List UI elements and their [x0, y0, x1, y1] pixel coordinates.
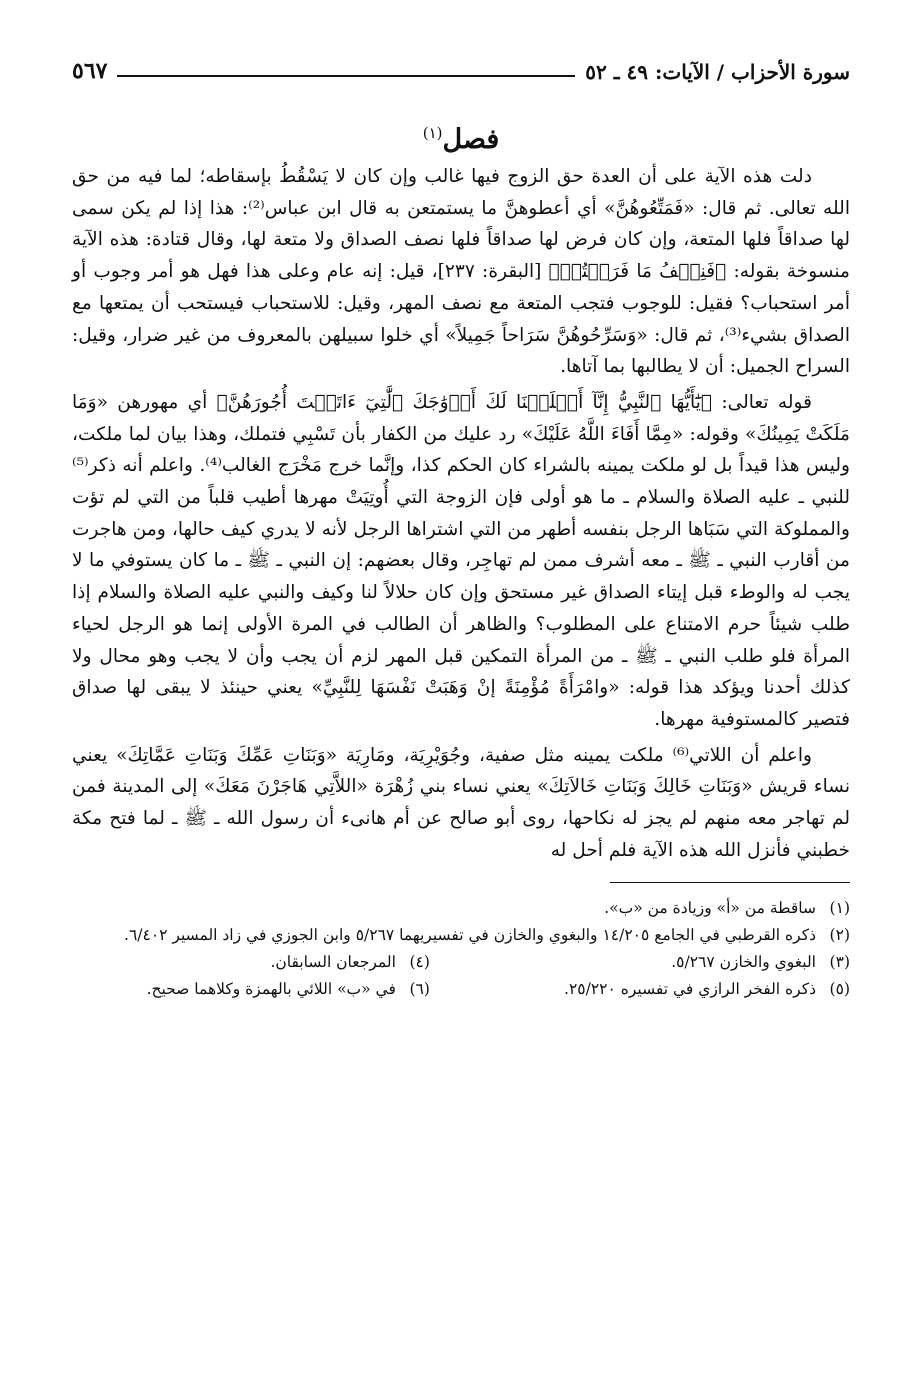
footnote-row	[72, 949, 850, 976]
footnote-number: (٤)	[409, 953, 430, 972]
footnote-number: (٥)	[829, 980, 850, 999]
footnote-5	[430, 976, 850, 1003]
section-title-text: فصل	[442, 124, 500, 155]
page-header	[72, 40, 850, 84]
footnote-number: (١)	[829, 899, 850, 918]
footnote-number: (٦)	[409, 980, 430, 999]
footnote-text: المرجعان السابقان.	[270, 953, 396, 972]
paragraph-3: واعلم أن اللاتي⁽⁶⁾ ملكت يمينه مثل صفية، وجُوَيْرِيَة، ومَارِيَة «وَبَنَاتِ عَمِّكَ وَبَنَاتِ عَمَّاتِكَ» يعني نساء قريش «وَبَنَاتِ خَالِكَ وَبَنَاتِ خَالاَتِكَ» يعني نساء بني زُهْرَة «اللاَّتِي هَاجَرْنَ مَعَكَ» إلى المدينة فمن لم تهاجر معه منهم لم يجز له نكاحها، روى أبو صالح عن أم هانىء أن رسول الله ـ ﷺ ـ لما فتح مكة خطبني فأنزل الله هذه الآية فلم أحل له	[72, 744, 850, 861]
section-title	[72, 124, 850, 155]
footnotes	[72, 895, 850, 1003]
footnote-row	[72, 976, 850, 1003]
paragraph-1: دلت هذه الآية على أن العدة حق الزوج فيها غالب وإن كان لا يَسْقُطُ بإسقاطه؛ لما فيه من حق الله تعالى. ثم قال: «فَمَتِّعُوهُنَّ» أي أعطوهنَّ ما يستمتعن به قال ابن عباس⁽²⁾: هذا إذا لم يكن سمى لها صداقاً فلها المتعة، وإن كان فرض لها صداقاً فلها نصف الصداق ولا متعة لها، وقال قتادة: هذه الآية منسوخة بقوله: ﴿فَنِصۡفُ مَا فَرَضۡتُمۡ﴾ [البقرة: ٢٣٧]، قيل: إنه عام وعلى هذا فهل هو أمر وجوب أو أمر استحباب؟ فقيل: للوجوب فتجب المتعة مع نصف المهر، وقيل: للاستحباب فيستحب أن يمتعها مع الصداق بشيء⁽³⁾، ثم قال: «وَسَرِّحُوهُنَّ سَرَاحاً جَمِيلاً» أي خلوا سبيلهن بالمعروف من غير ضرار، وقيل: السراح الجميل: أن لا يطالبها بما آتاها.	[72, 166, 850, 378]
footnote-text: البغوي والخازن ٥/٢٦٧.	[671, 953, 816, 972]
paragraph-2: قوله تعالى: ﴿يَٰٓأَيُّهَا ٱلنَّبِيُّ إِنَّآ أَحۡلَلۡنَا لَكَ أَزۡوَٰجَكَ ٱلَّٰتِيٓ ءَاتَيۡتَ أُجُورَهُنَّ﴾ أي مهورهن «وَمَا مَلَكَتْ يَمِينُكَ» وقوله: «مِمَّا أَفَاءَ اللَّهُ عَلَيْكَ» رد عليك من الكفار بأن تَسْبِي فتملك، وهذا بيان لما ملكت، وليس هذا قيداً بل لو ملكت يمينه بالشراء كان الحكم كذا، وإنَّما خرج مَخْرَج الغالب⁽⁴⁾. واعلم أنه ذكر⁽⁵⁾ للنبي ـ عليه الصلاة والسلام ـ ما هو أولى فإن الزوجة التي أُوتِيَتْ مهرها أطيب قلباً من التي لم تؤت والمملوكة التي سَبَاها الرجل بنفسه أطهر من التي اشتراها الرجل لأنه لا يدري كيف حالها، ومن هاجرت من أقارب النبي ـ ﷺ ـ معه أشرف ممن لم تهاجِر، وقال بعضهم: إن النبي ـ ﷺ ـ ما كان يستوفي ما لا يجب له والوطء قبل إيتاء الصداق غير مستحق وإن كان حلالاً لنا وكيف والنبي عليه الصلاة والسلام إذا طلب شيئاً حرم الامتناع على المطلوب؟ والظاهر أن الطالب في المرة الأولى إنما هو الرجل لحياء المرأة فلو طلب النبي ـ ﷺ ـ من المرأة التمكين قبل المهر لزم أن يجب وأن لا يجب وهو محال ولا كذلك أحدنا ويؤكد هذا قوله: «وامْرَأَةً مُؤْمِنَةً إنْ وَهَبَتْ نَفْسَهَا لِلنَّبِيِّ» يعني حينئذ لا يبقى لها صداق فتصير كالمستوفية مهرها.	[72, 391, 850, 730]
footnote-6	[72, 976, 430, 1003]
footnote-2	[72, 922, 850, 949]
footnote-rule	[610, 882, 850, 883]
footnote-text: ساقطة من «أ» وزيادة من «ب».	[604, 899, 816, 918]
footnote-text: ذكره القرطبي في الجامع ١٤/٢٠٥ والبغوي والخازن في تفسيريهما ٥/٢٦٧ وابن الجوزي في زاد المسير ٦/٤٠٢.	[124, 926, 816, 945]
footnote-number: (٣)	[829, 953, 850, 972]
footnote-text: في «ب» اللائي بالهمزة وكلاهما صحيح.	[146, 980, 396, 999]
footnote-4	[72, 949, 430, 976]
footnote-text: ذكره الفخر الرازي في تفسيره ٢٥/٢٢٠.	[564, 980, 816, 999]
section-title-note: (١)	[422, 124, 443, 142]
main-text	[72, 161, 850, 866]
page-number: ٥٦٧	[72, 58, 108, 84]
footnote-3	[430, 949, 850, 976]
header-rule	[117, 75, 575, 77]
footnote-number: (٢)	[829, 926, 850, 945]
running-title: سورة الأحزاب / الآيات: ٤٩ ـ ٥٢	[585, 60, 850, 84]
footnote-1	[72, 895, 850, 922]
